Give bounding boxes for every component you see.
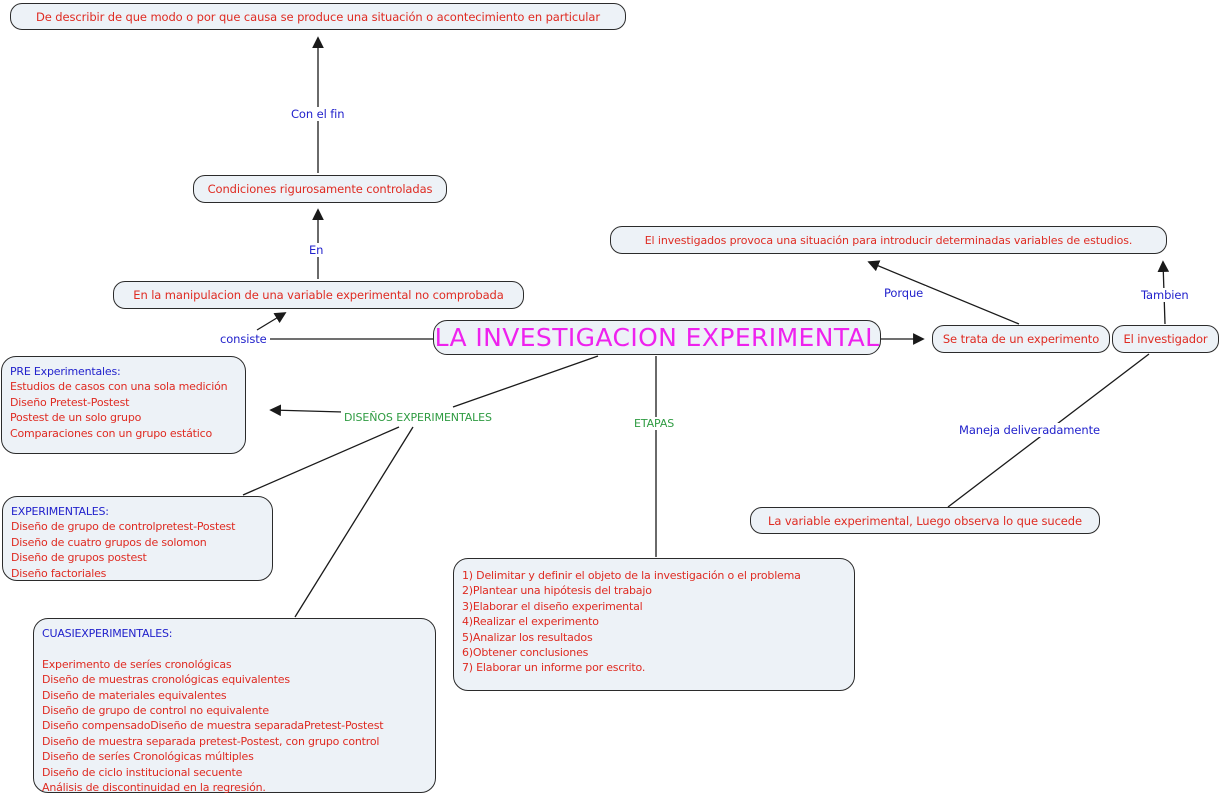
experimentales-item: Diseño factoriales <box>11 566 107 580</box>
cuasi-item: Diseño compensadoDiseño de muestra separadaPretest-Postest <box>42 719 384 733</box>
node-provoke[interactable]: El investigados provoca una situación para introducir determinadas variables de estudios. <box>610 226 1167 254</box>
node-conditions[interactable]: Condiciones rigurosamente controladas <box>193 175 447 203</box>
link-en[interactable]: En <box>306 243 326 257</box>
link-consiste[interactable]: consiste <box>217 332 270 346</box>
connector-disenos-to-pre <box>271 410 343 412</box>
cuasi-header: CUASIEXPERIMENTALES: <box>42 627 173 640</box>
blank-line <box>42 641 427 656</box>
node-investigator[interactable]: El investigador <box>1112 325 1219 353</box>
link-con-el-fin[interactable]: Con el fin <box>288 107 347 121</box>
link-tambien[interactable]: Tambien <box>1138 288 1192 302</box>
node-etapas-list[interactable] <box>453 558 855 691</box>
etapa-item: 4)Realizar el experimento <box>462 615 599 629</box>
experimentales-header: EXPERIMENTALES: <box>11 505 109 518</box>
pre-item: Estudios de casos con una sola medición <box>10 380 228 394</box>
etapa-item: 6)Obtener conclusiones <box>462 646 589 660</box>
link-maneja-deliveradamente[interactable]: Maneja deliveradamente <box>956 423 1103 437</box>
node-cuasiexperimentales[interactable] <box>33 618 436 793</box>
cuasi-item: Diseño de ciclo institucional secuente <box>42 765 243 779</box>
cuasi-item: Diseño de materiales equivalentes <box>42 688 227 702</box>
etapa-item: 1) Delimitar y definir el objeto de la investigación o el problema <box>462 569 801 582</box>
connector-disenos-to-cuasi <box>295 427 413 617</box>
etapa-item: 5)Analizar los resultados <box>462 630 593 644</box>
link-porque[interactable]: Porque <box>881 286 926 300</box>
pre-item: Comparaciones con un grupo estático <box>10 426 212 440</box>
etapa-item: 3)Elaborar el diseño experimental <box>462 599 643 613</box>
node-experiment[interactable]: Se trata de un experimento <box>932 325 1110 353</box>
cuasi-item: Diseño de grupo de control no equivalente <box>42 704 269 718</box>
experimentales-item: Diseño de grupo de controlpretest-Postest <box>11 520 236 534</box>
node-experimentales[interactable] <box>2 496 273 581</box>
experimentales-item: Diseño de cuatro grupos de solomon <box>11 535 207 549</box>
node-purpose[interactable]: De describir de que modo o por que causa se produce una situación o acontecimiento en particular <box>10 3 626 30</box>
node-main-title[interactable]: LA INVESTIGACION EXPERIMENTAL <box>433 320 881 355</box>
node-manipulation[interactable]: En la manipulacion de una variable experimental no comprobada <box>113 281 524 309</box>
connector-title-to-disenos <box>453 356 598 407</box>
link-disenos-experimentales[interactable]: DISEÑOS EXPERIMENTALES <box>341 411 495 424</box>
connector-consiste-to-manipulation <box>257 313 285 330</box>
etapa-item: 7) Elaborar un informe por escrito. <box>462 661 646 675</box>
connector-disenos-to-experimental <box>243 427 399 495</box>
pre-item: Postest de un solo grupo <box>10 411 142 425</box>
cuasi-item: Experimento de seríes cronológicas <box>42 657 232 671</box>
etapa-item: 2)Plantear una hipótesis del trabajo <box>462 584 652 598</box>
node-variable[interactable]: La variable experimental, Luego observa lo que sucede <box>750 507 1100 534</box>
node-pre-experimentales[interactable] <box>1 356 246 454</box>
pre-header: PRE Experimentales: <box>10 365 121 378</box>
experimentales-item: Diseño de grupos postest <box>11 551 147 565</box>
cuasi-item: Diseño de muestras cronológicas equivalentes <box>42 673 290 687</box>
cuasi-item: Diseño de muestra separada pretest-Postest, con grupo control <box>42 734 380 748</box>
cuasi-item: Análisis de discontinuidad en la regresión. <box>42 781 266 795</box>
pre-item: Diseño Pretest-Postest <box>10 395 130 409</box>
link-etapas[interactable]: ETAPAS <box>631 417 677 430</box>
cuasi-item: Diseño de seríes Cronológicas múltiples <box>42 750 254 764</box>
